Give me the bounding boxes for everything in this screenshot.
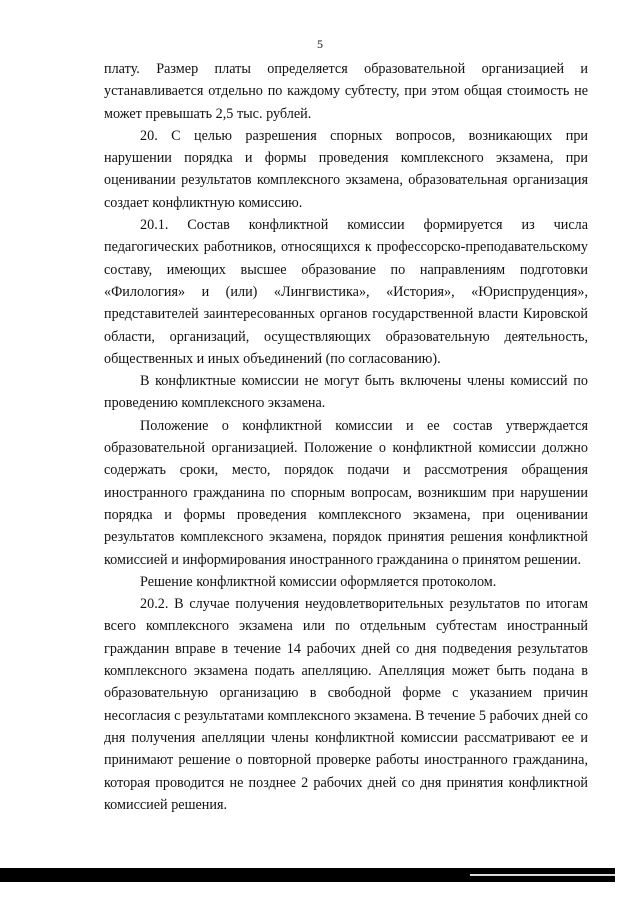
paragraph-exclusion: В конфликтные комиссии не могут быть включены члены комиссий по проведению комплексного экзамена. <box>104 373 588 412</box>
paragraph-20: 20. С целью разрешения спорных вопросов, возникающих при нарушении порядка и формы проведения комплексного экзамена, при оценивании результатов комплексного экзамена, образовательная организация создает конфликтную комиссию. <box>104 127 588 211</box>
scan-edge-highlight <box>470 874 615 876</box>
paragraph-fee: плату. Размер платы определяется образовательной организацией и устанавливается отдельно по каждому субтесту, при этом общая стоимость не может превышать 2,5 тыс. рублей. <box>104 61 588 122</box>
paragraph-regulation: Положение о конфликтной комиссии и ее состав утверждается образовательной организацией. Положение о конфликтной комиссии должно содержать сроки, место, порядок подачи и рассмотрения обращения иностранного гражданина по спорным вопросам, возникшим при нарушении порядка и формы проведения комплексного экзамена, при оценивании результатов комплексного экзамена, порядок принятия решения конфликтной комиссией и информирования иностранного гражданина о принятом решении. <box>104 417 588 568</box>
document-body <box>104 58 588 816</box>
paragraph-20-1: 20.1. Состав конфликтной комиссии формируется из числа педагогических работников, относящихся к профессорско-преподавательскому составу, имеющих высшее образование по направлениям подготовки «Филология» и (или) «Лингвистика», «История», «Юриспруденция», представителей заинтересованных органов государственной власти Кировской области, организаций, осуществляющих образовательную деятельность, общественных и иных объединений (по согласованию). <box>104 217 588 367</box>
paragraph-protocol: Решение конфликтной комиссии оформляется протоколом. <box>140 573 497 590</box>
paragraph-20-2: 20.2. В случае получения неудовлетворительных результатов по итогам всего комплексного экзамена или по отдельным субтестам иностранный гражданин вправе в течение 14 рабочих дней со дня подведения результатов комплексного экзамена подать апелляцию. Апелляция может быть подана в образовательную организацию в свободной форме с указанием причин несогласия с результатами комплексного экзамена. В течение 5 рабочих дней со дня получения апелляции члены конфликтной комиссии рассматривают ее и принимают решение о повторной проверке работы иностранного гражданина, которая проводится не позднее 2 рабочих дней со дня принятия конфликтной комиссией решения. <box>104 596 588 813</box>
page-number: 5 <box>317 37 323 51</box>
